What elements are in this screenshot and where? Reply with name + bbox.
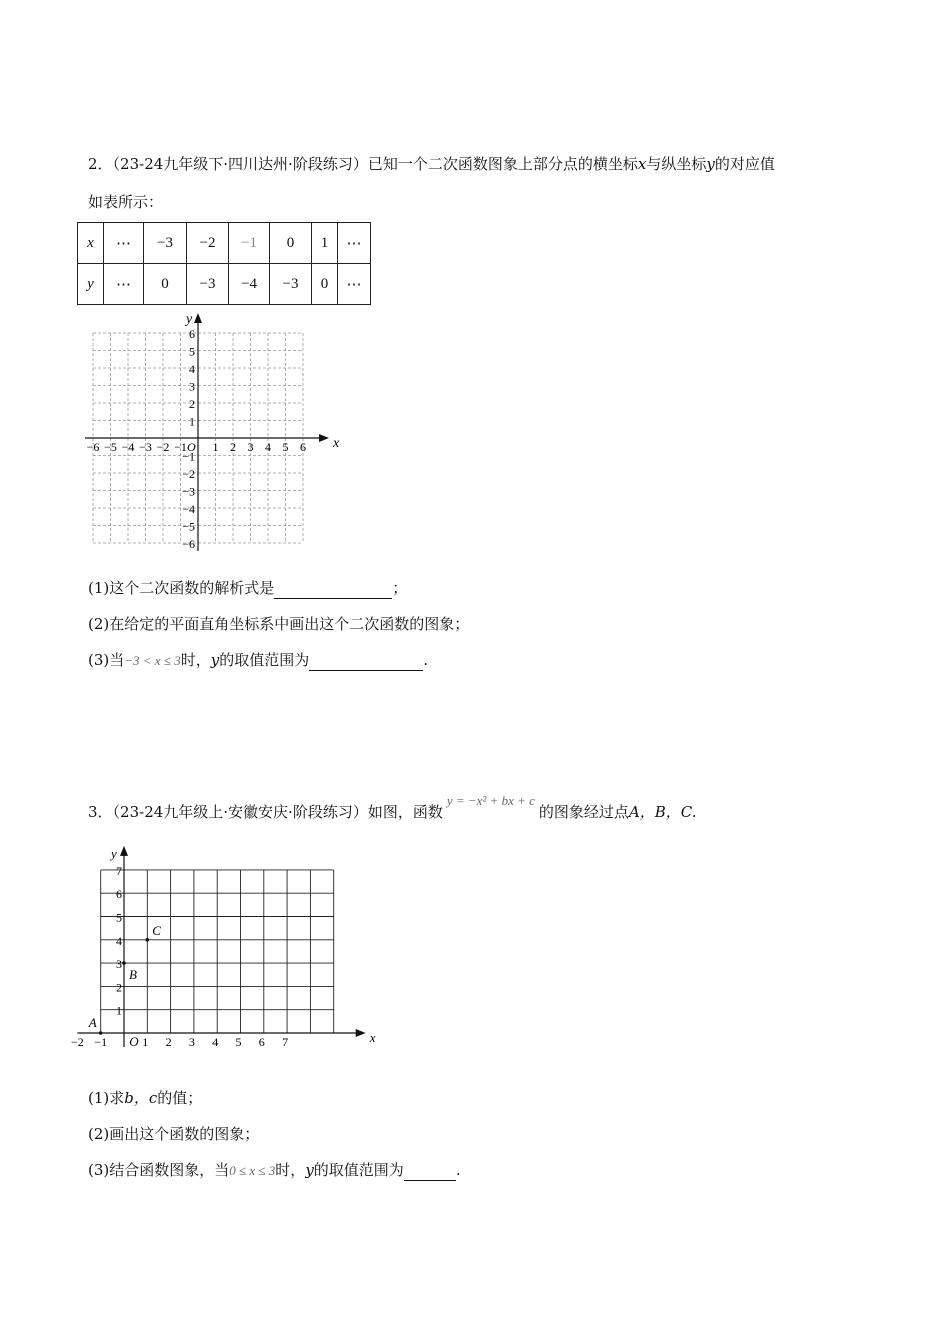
table-cell: ⋯: [104, 223, 144, 264]
y-tick-label: 6: [116, 887, 122, 902]
y-tick-label: −1: [182, 449, 195, 464]
table-cell: ⋯: [338, 264, 371, 305]
y-tick-label: −6: [182, 537, 195, 551]
q3-part1-vars: b，c: [124, 1089, 158, 1107]
origin-label: O: [187, 440, 196, 454]
q2-stem-text-c: 的对应值: [714, 155, 775, 173]
x-tick-label: 2: [230, 440, 236, 454]
x-tick-label: 6: [258, 1035, 265, 1049]
y-tick-label: 3: [189, 379, 195, 394]
table-cell: −3: [270, 264, 312, 305]
q2-part1-text: (1)这个二次函数的解析式是: [88, 579, 275, 597]
table-header-x: x: [78, 223, 104, 264]
y-tick-label: 4: [189, 362, 195, 376]
table-header-y: y: [78, 264, 104, 305]
x-tick-label: −2: [71, 1035, 84, 1049]
q2-value-table: [77, 222, 371, 305]
x-tick-label: 1: [142, 1035, 149, 1049]
y-axis-arrow-icon: [194, 313, 202, 323]
q3-source: （23-24九年级上·安徽安庆·阶段练习）: [112, 803, 368, 821]
x-tick-label: −5: [104, 440, 117, 454]
q2-part3: [88, 650, 428, 671]
y-axis-arrow-icon: [120, 846, 128, 856]
q2-source: （23-24九年级下·四川达州·阶段练习）: [112, 155, 368, 173]
x-tick-label: 7: [282, 1035, 289, 1049]
y-tick-label: 1: [116, 1003, 122, 1018]
y-tick-label: 4: [116, 933, 122, 948]
y-tick-label: 1: [189, 414, 195, 429]
table-cell: −3: [144, 223, 187, 264]
q2-part1: [88, 578, 407, 599]
x-tick-label: 5: [235, 1035, 242, 1049]
point-b: [122, 961, 126, 965]
point-label-a: A: [88, 1015, 97, 1030]
y-tick-label: −2: [182, 467, 195, 481]
x-tick-label: 3: [188, 1035, 195, 1049]
q2-part2: (2)在给定的平面直角坐标系中画出这个二次函数的图象；: [88, 615, 470, 633]
x-axis-arrow-icon: [319, 434, 329, 442]
table-cell: ⋯: [338, 223, 371, 264]
y-tick-label: 7: [116, 863, 122, 878]
x-tick-label: −3: [139, 440, 152, 454]
q2-number: 2．: [88, 155, 113, 173]
origin-label: O: [129, 1034, 139, 1049]
y-tick-label: 3: [116, 957, 122, 972]
q2-part3-text-b: 时，: [180, 651, 211, 669]
q3-part1-text-b: 的值；: [157, 1089, 203, 1107]
x-axis-arrow-icon: [356, 1029, 366, 1037]
y-tick-label: −5: [182, 519, 195, 534]
q3-number: 3．: [88, 803, 113, 821]
q2-stem-text-b: 与纵坐标: [646, 155, 707, 173]
y-tick-label: 6: [189, 327, 195, 341]
point-label-b: B: [129, 967, 137, 983]
table-cell: 0: [144, 264, 187, 305]
table-cell: −1: [229, 223, 270, 264]
q3-part3-text-a: (3)结合函数图象，当: [88, 1161, 230, 1179]
point-label-c: C: [152, 922, 161, 938]
table-cell: −4: [229, 264, 270, 305]
q3-part3-text-c: 的取值范围为: [313, 1161, 404, 1179]
x-tick-label: −2: [156, 440, 170, 454]
answer-blank[interactable]: [404, 1160, 456, 1181]
table-cell: −3: [187, 264, 229, 305]
q2-table-row-x: [78, 223, 371, 264]
q3-stem-text-b: 的图象经过点: [538, 803, 629, 821]
q2-part3-end: .: [423, 651, 428, 669]
q2-part1-end: ；: [392, 579, 408, 597]
x-tick-label: −6: [86, 440, 100, 454]
q3-function-formula: y = −x² + bx + c: [446, 793, 535, 808]
x-tick-label: 2: [165, 1035, 172, 1049]
table-cell: 0: [312, 264, 338, 305]
x-tick-label: 1: [212, 440, 219, 454]
q3-part1: [88, 1088, 202, 1108]
y-tick-label: −4: [182, 502, 195, 516]
x-axis-label: x: [369, 1030, 376, 1045]
point-c: [146, 938, 150, 942]
x-tick-label: 3: [247, 440, 254, 454]
x-tick-label: 4: [265, 440, 271, 454]
q3-coordinate-grid: [71, 836, 376, 1058]
q2-table-row-y: [78, 264, 371, 305]
q3-points-text: A，B，C.: [628, 803, 697, 821]
q2-stem-text-a: 已知一个二次函数图象上部分点的横坐标: [367, 155, 638, 173]
y-tick-label: 2: [189, 397, 195, 411]
x-axis-label: x: [333, 436, 340, 451]
table-cell: 1: [312, 223, 338, 264]
x-tick-label: −1: [94, 1035, 108, 1049]
q3-part1-text-a: (1)求: [88, 1089, 125, 1107]
y-tick-label: 5: [189, 344, 195, 359]
q2-var-x: x: [637, 155, 647, 173]
q3-part3-var-y: y: [305, 1161, 314, 1179]
point-a: [99, 1031, 103, 1035]
answer-blank[interactable]: [309, 650, 423, 671]
x-tick-label: 5: [282, 440, 289, 454]
table-cell: ⋯: [104, 264, 144, 305]
q3-part3-inequality: 0 ≤ x ≤ 3: [229, 1163, 276, 1178]
x-tick-label: 4: [212, 1035, 219, 1049]
x-tick-label: −1: [174, 440, 187, 454]
y-axis-label: y: [186, 312, 193, 327]
q3-stem-text-a: 如图，函数: [367, 803, 443, 821]
q3-stem: [88, 793, 697, 823]
y-tick-label: 2: [116, 980, 122, 995]
table-cell: −2: [187, 223, 229, 264]
q2-part3-text-c: 的取值范围为: [219, 651, 310, 669]
q2-part3-inequality: −3 < x ≤ 3: [124, 653, 181, 668]
q3-part3: [88, 1160, 461, 1181]
q3-part2: (2)画出这个函数的图象；: [88, 1125, 260, 1143]
table-cell: 0: [270, 223, 312, 264]
y-tick-label: −3: [182, 484, 195, 499]
y-tick-label: 5: [116, 910, 122, 925]
q2-part3-text-a: (3)当: [88, 651, 125, 669]
q2-stem-line1: [88, 154, 775, 174]
x-tick-label: −4: [121, 440, 135, 454]
x-tick-label: 6: [300, 440, 306, 454]
q3-part3-text-b: 时，: [275, 1161, 306, 1179]
q2-part3-var-y: y: [210, 651, 220, 669]
q2-var-y: y: [706, 155, 715, 173]
q3-part3-end: .: [455, 1161, 461, 1179]
q2-stem-line2: 如表所示：: [88, 193, 164, 211]
answer-blank[interactable]: [274, 578, 392, 599]
y-axis-label: y: [111, 845, 117, 861]
q2-coordinate-grid: [80, 310, 340, 555]
